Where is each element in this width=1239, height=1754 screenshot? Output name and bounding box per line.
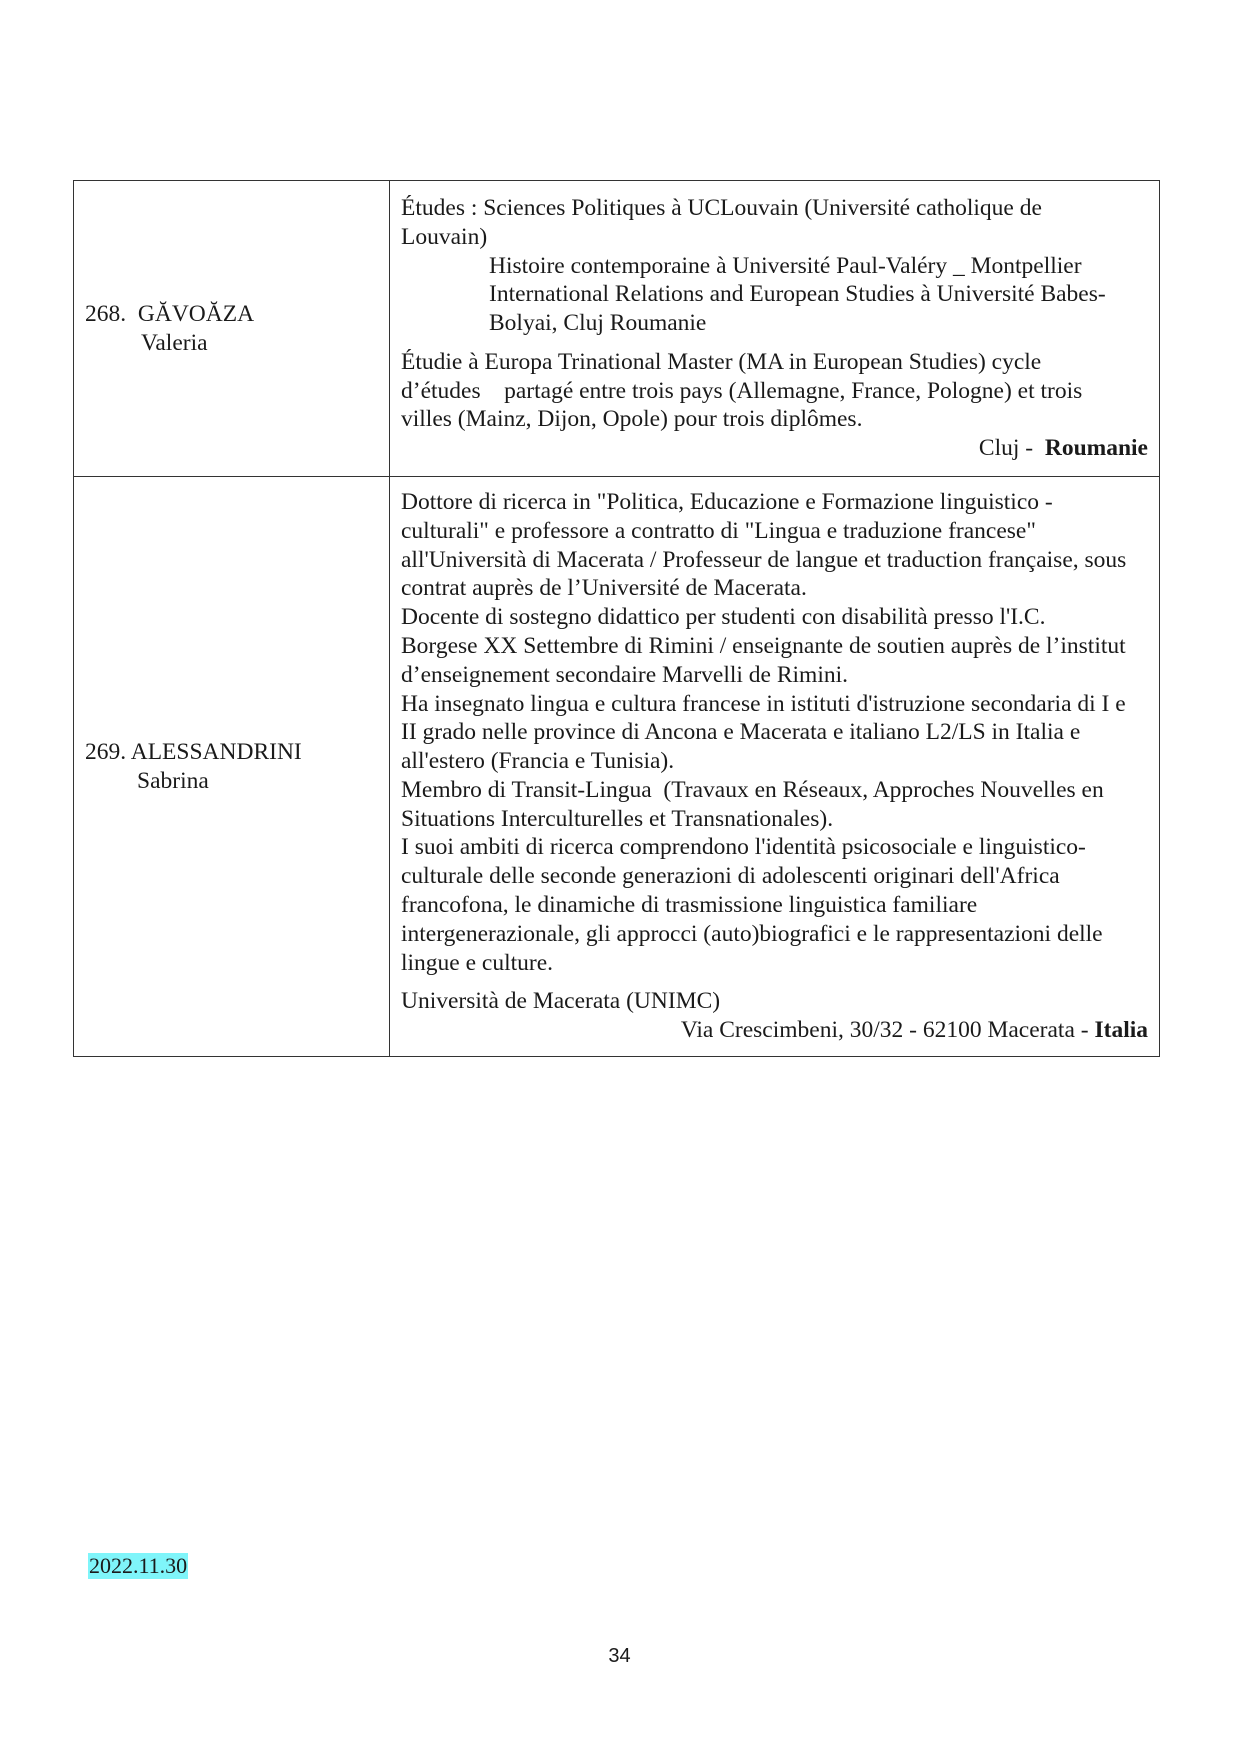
table-row [74, 181, 1160, 477]
address-country: Italia [1094, 1017, 1148, 1044]
name-cell [74, 477, 390, 1057]
entry-surname: GĂVOĂZA [137, 300, 255, 327]
bio-line: Membro di Transit-Lingua (Travaux en Réseaux, Approches Nouvelles en [401, 776, 1104, 803]
bio-line: Dottore di ricerca in "Politica, Educazione e Formazione linguistico - [401, 488, 1053, 515]
address-line [401, 1016, 1148, 1045]
date-stamp: 2022.11.30 [89, 1553, 188, 1578]
bio-line: Situations Interculturelles et Transnationales). [401, 805, 834, 832]
table-row [74, 477, 1160, 1057]
entry-name [85, 300, 381, 329]
bio-line: II grado nelle province di Ancona e Macerata e italiano L2/LS in Italia e [401, 719, 1081, 746]
bio-line: Docente di sostegno didattico per studenti con disabilità presso l'I.C. [401, 604, 1046, 631]
location-city: Cluj - [978, 435, 1039, 462]
entry-number: 268. [85, 300, 127, 327]
studies-indented-line: Histoire contemporaine à Université Paul-Valéry _ Montpellier [489, 252, 1082, 279]
entry-name [85, 738, 381, 767]
bio-line: I suoi ambiti di ricerca comprendono l'identità psicosociale e linguistico- [401, 834, 1086, 861]
bio-line: all'Università di Macerata / Professeur de langue et traduction française, sous [401, 546, 1127, 573]
bio-line: contrat auprès de l’Université de Macerata. [401, 575, 807, 602]
program-line: villes (Mainz, Dijon, Opole) pour trois diplômes. [401, 406, 863, 433]
page-number: 34 [608, 1645, 631, 1667]
program-line: Étudie à Europa Trinational Master (MA in European Studies) cycle [401, 348, 1042, 375]
bio-line: culturale delle seconde generazioni di adolescenti originari dell'Africa [401, 863, 1060, 890]
members-table [73, 180, 1160, 1057]
info-cell [390, 477, 1160, 1057]
entry-number: 269. [85, 738, 127, 765]
entry-surname: ALESSANDRINI [130, 738, 302, 765]
location-country: Roumanie [1044, 435, 1148, 462]
studies-line: Louvain) [401, 223, 488, 250]
address-text: Via Crescimbeni, 30/32 - 62100 Macerata - [680, 1017, 1095, 1044]
bio-line: francofona, le dinamiche di trasmissione linguistica familiare [401, 892, 978, 919]
bio-line: Ha insegnato lingua e cultura francese in istituti d'istruzione secondaria di I e [401, 690, 1126, 717]
bio-line: lingue e culture. [401, 949, 554, 976]
program-line: d’études partagé entre trois pays (Allemagne, France, Pologne) et trois [401, 377, 1083, 404]
bio-line: d’enseignement secondaire Marvelli de Rimini. [401, 661, 849, 688]
info-cell [390, 181, 1160, 477]
studies-indented-line: Bolyai, Cluj Roumanie [489, 310, 707, 337]
studies-line: Études : Sciences Politiques à UCLouvain (Université catholique de [401, 194, 1042, 221]
institution-line: Università de Macerata (UNIMC) [401, 988, 721, 1015]
entry-first-name: Valeria [141, 329, 208, 356]
name-cell [74, 181, 390, 477]
bio-line: intergenerazionale, gli approcci (auto)biografici e le rappresentazioni delle [401, 920, 1103, 947]
location-line [401, 434, 1148, 463]
entry-first-name: Sabrina [137, 767, 209, 794]
studies-indented-line: International Relations and European Studies à Université Babes- [489, 281, 1106, 308]
bio-line: all'estero (Francia e Tunisia). [401, 748, 675, 775]
bio-line: culturali" e professore a contratto di "Lingua e traduzione francese" [401, 517, 1036, 544]
bio-line: Borgese XX Settembre di Rimini / enseignante de soutien auprès de l’institut [401, 632, 1126, 659]
